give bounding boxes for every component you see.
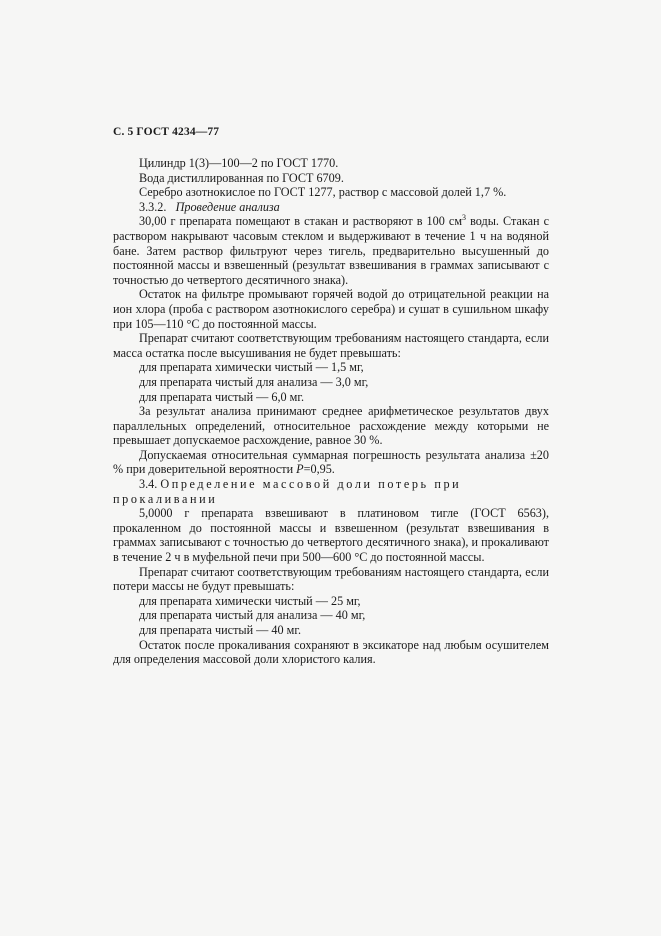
limit-line: для препарата чистый — 40 мг. [139, 623, 302, 637]
paragraph-reagent-cylinder: Цилиндр 1(3)—100—2 по ГОСТ 1770. [139, 156, 339, 170]
paragraph-reagent-silver-nitrate: Серебро азотнокислое по ГОСТ 1277, раствор с массовой долей 1,7 %. [139, 185, 507, 200]
paragraph-allowed-error [113, 448, 549, 477]
superscript-cubic: 3 [462, 213, 467, 223]
limit-line: для препарата химически чистый — 1,5 мг, [139, 360, 364, 375]
probability-symbol: P [296, 462, 304, 477]
section-title-3-3-2: Проведение анализа [175, 199, 280, 214]
paragraph-reagent-water: Вода дистиллированная по ГОСТ 6709. [139, 170, 344, 185]
paragraph-criteria-intro-2: Препарат считают соответствующим требованиям настоящего стандарта, если потери массы не будут превышать: [113, 564, 549, 594]
running-head: С. 5 ГОСТ 4234—77 [113, 126, 220, 138]
paragraph-procedure-part2: воды. Стакан с раствором накрывают часовым стеклом и выдерживают в течение 1 ч на водяной бане. Затем раствор фильтруют через тигель, предварительно высушенный до постоянной массы и взвешенный (результат взвешивания в граммах записывают с точностью до четвертого десятичного знака). [113, 214, 550, 287]
paragraph-ignition-procedure: 5,0000 г препарата взвешивают в платиновом тигле (ГОСТ 6563), прокаленном до постоянной массы и взвешенном (результат взвешивания в граммах записывают с точностью до четвертого десятичного знака), и прокаливают в течение 2 ч в муфельной печи при 500—600 °С до постоянной массы. [113, 506, 549, 565]
paragraph-mean-result: За результат анализа принимают среднее арифметическое результатов двух параллельных определений, относительное расхождение между которыми не превышает допускаемое расхождение, равное 30 %. [113, 404, 549, 448]
section-number-3-4: 3.4. [139, 477, 158, 492]
section-title-3-4-line1: Определение массовой доли потерь при [160, 477, 462, 492]
section-number-3-3-2: 3.3.2. [139, 199, 167, 214]
paragraph-criteria-intro-1: Препарат считают соответствующим требованиям настоящего стандарта, если масса остатка после высушивания не будет превышать: [113, 331, 549, 360]
paragraph-closing: Остаток после прокаливания сохраняют в эксикаторе над любым осушителем для определения массовой доли хлористого калия. [113, 637, 549, 667]
paragraph-residue-wash: Остаток на фильтре промывают горячей водой до отрицательной реакции на ион хлора (проба с раствором азотнокислого серебра) и сушат в сушильном шкафу при 105—110 °С до постоянной массы. [113, 287, 549, 331]
paragraph-allowed-error-part2: =0,95. [303, 462, 335, 477]
text-column [113, 156, 549, 667]
section-heading-3-4-line2 [113, 492, 549, 507]
limit-line: для препарата чистый для анализа — 3,0 мг, [139, 374, 369, 389]
section-heading-3-4-line1 [113, 477, 549, 492]
limit-line: для препарата химически чистый — 25 мг, [139, 593, 361, 608]
paragraph-procedure-part1: 30,00 г препарата помещают в стакан и растворяют в 100 см [139, 214, 463, 229]
limit-line: для препарата чистый — 6,0 мг. [139, 389, 305, 404]
paragraph-procedure [113, 214, 549, 287]
paragraph-allowed-error-part1: Допускаемая относительная суммарная погрешность результата анализа ±20 % при доверительной вероятности [113, 447, 549, 477]
section-title-3-4-line2: прокаливании [113, 491, 218, 506]
limit-line: для препарата чистый для анализа — 40 мг, [139, 608, 366, 623]
section-heading-3-3-2 [113, 200, 549, 215]
